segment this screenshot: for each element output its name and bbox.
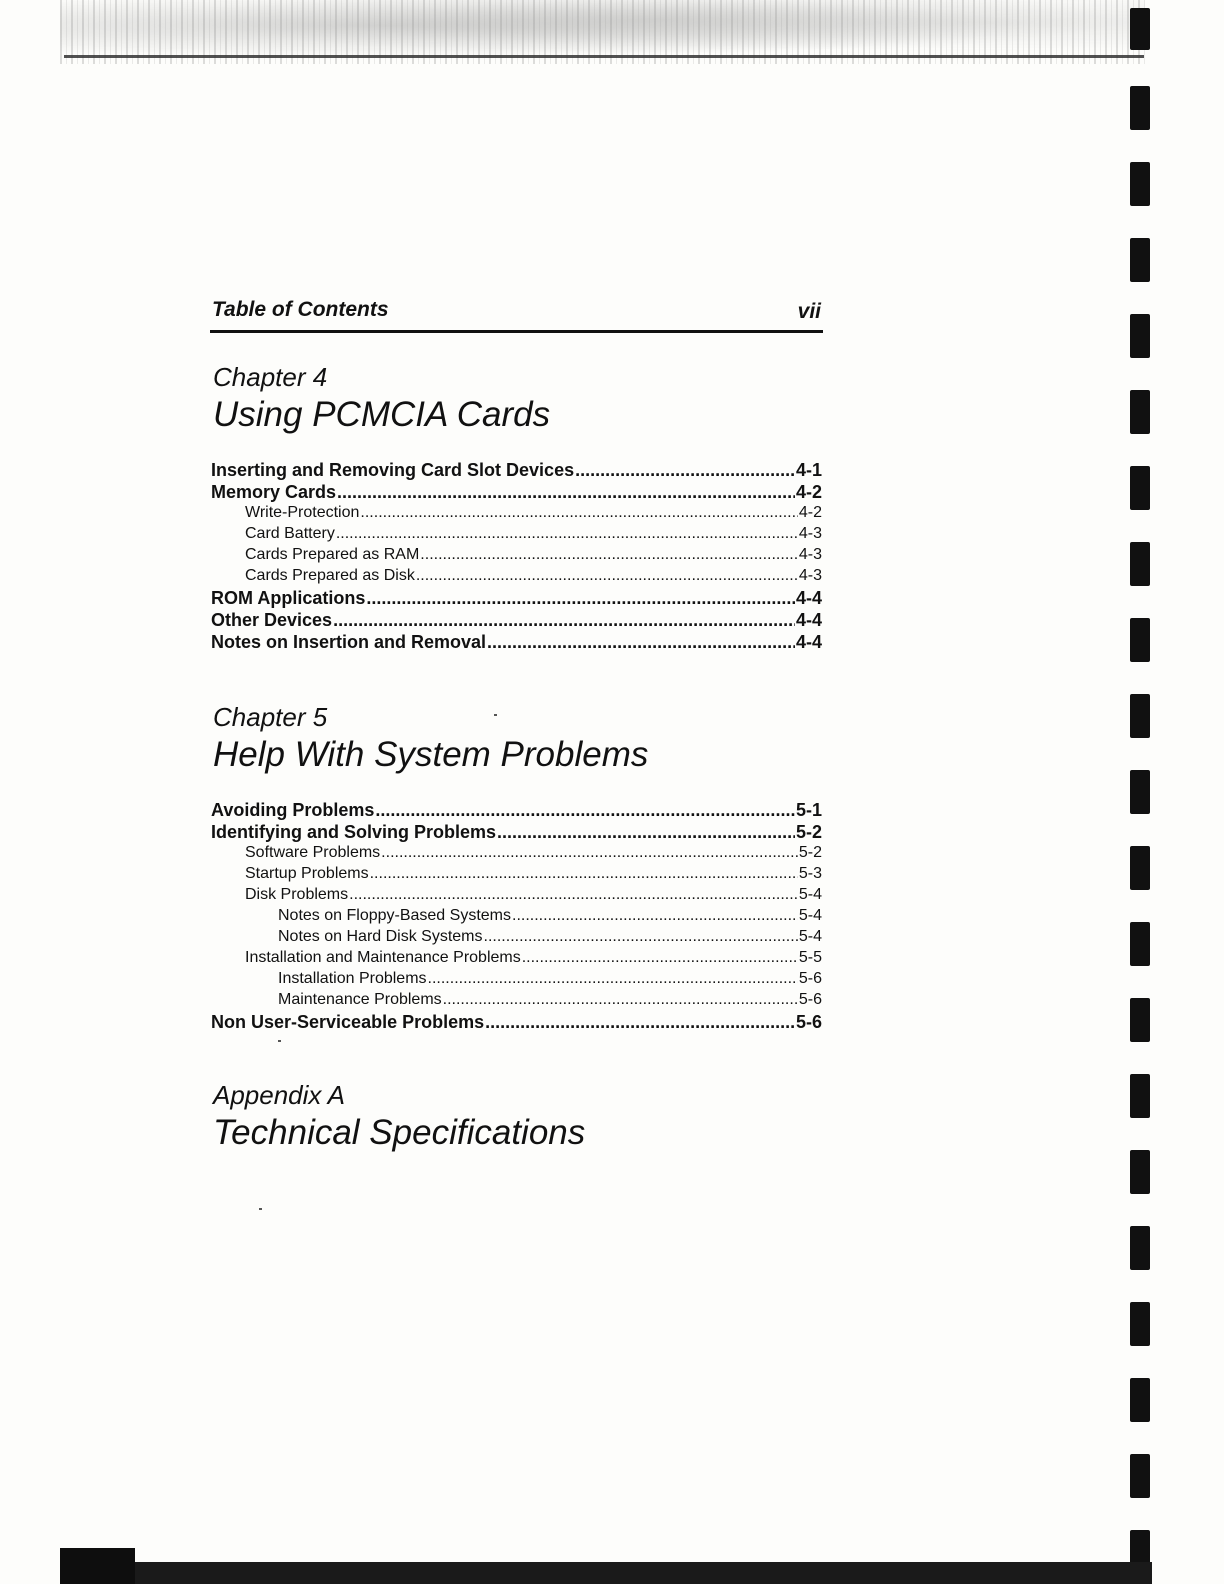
toc-entry[interactable]: Avoiding Problems ..... 5-1 — [211, 800, 822, 822]
toc-entry[interactable]: Write-Protection ..... 4-2 — [211, 504, 822, 525]
toc-entry[interactable]: Maintenance Problems ..... 5-6 — [211, 991, 822, 1012]
toc-entry[interactable]: Notes on Hard Disk Systems ..... 5-4 — [211, 928, 822, 949]
scan-speck — [278, 1040, 281, 1042]
header-title: Table of Contents — [212, 298, 389, 321]
binding-holes — [1130, 0, 1152, 1584]
header-page-number: vii — [797, 300, 821, 323]
toc-entry[interactable]: Disk Problems ..... 5-4 — [211, 886, 822, 907]
toc-entry[interactable]: Cards Prepared as RAM ..... 4-3 — [211, 546, 822, 567]
toc-entry[interactable]: Installation and Maintenance Problems ..... 5-5 — [211, 949, 822, 970]
scan-corner-bottom — [60, 1548, 135, 1584]
toc-entry[interactable]: Memory Cards ..... 4-2 — [211, 482, 822, 504]
chapter-5-title: Help With System Problems — [213, 735, 649, 774]
toc-entry[interactable]: Notes on Floppy-Based Systems ..... 5-4 — [211, 907, 822, 928]
toc-entry[interactable]: Software Problems ..... 5-2 — [211, 844, 822, 865]
chapter-4-toc — [211, 460, 822, 654]
toc-entry[interactable]: Card Battery ..... 4-3 — [211, 525, 822, 546]
toc-entry[interactable]: Identifying and Solving Problems ..... 5-2 — [211, 822, 822, 844]
toc-entry[interactable]: Inserting and Removing Card Slot Devices ..... 4-1 — [211, 460, 822, 482]
toc-entry[interactable]: Cards Prepared as Disk ..... 4-3 — [211, 567, 822, 588]
toc-entry[interactable]: Non User-Serviceable Problems ..... 5-6 — [211, 1012, 822, 1034]
appendix-a-label: Appendix A — [213, 1080, 346, 1110]
toc-entry[interactable]: Startup Problems ..... 5-3 — [211, 865, 822, 886]
toc-entry[interactable]: Notes on Insertion and Removal ..... 4-4 — [211, 632, 822, 654]
toc-entry[interactable]: ROM Applications ..... 4-4 — [211, 588, 822, 610]
appendix-a-title: Technical Specifications — [213, 1113, 586, 1152]
scan-edge-top — [64, 55, 1144, 58]
toc-entry[interactable]: Other Devices ..... 4-4 — [211, 610, 822, 632]
scan-speck — [259, 1208, 262, 1210]
chapter-4-title: Using PCMCIA Cards — [213, 395, 551, 434]
toc-entry[interactable]: Installation Problems ..... 5-6 — [211, 970, 822, 991]
chapter-5-label: Chapter 5 — [213, 702, 328, 732]
chapter-5-toc — [211, 800, 822, 1034]
running-header — [210, 296, 823, 333]
scan-edge-bottom — [62, 1554, 1152, 1584]
scan-speck — [494, 714, 497, 716]
chapter-4-label: Chapter 4 — [213, 362, 328, 392]
